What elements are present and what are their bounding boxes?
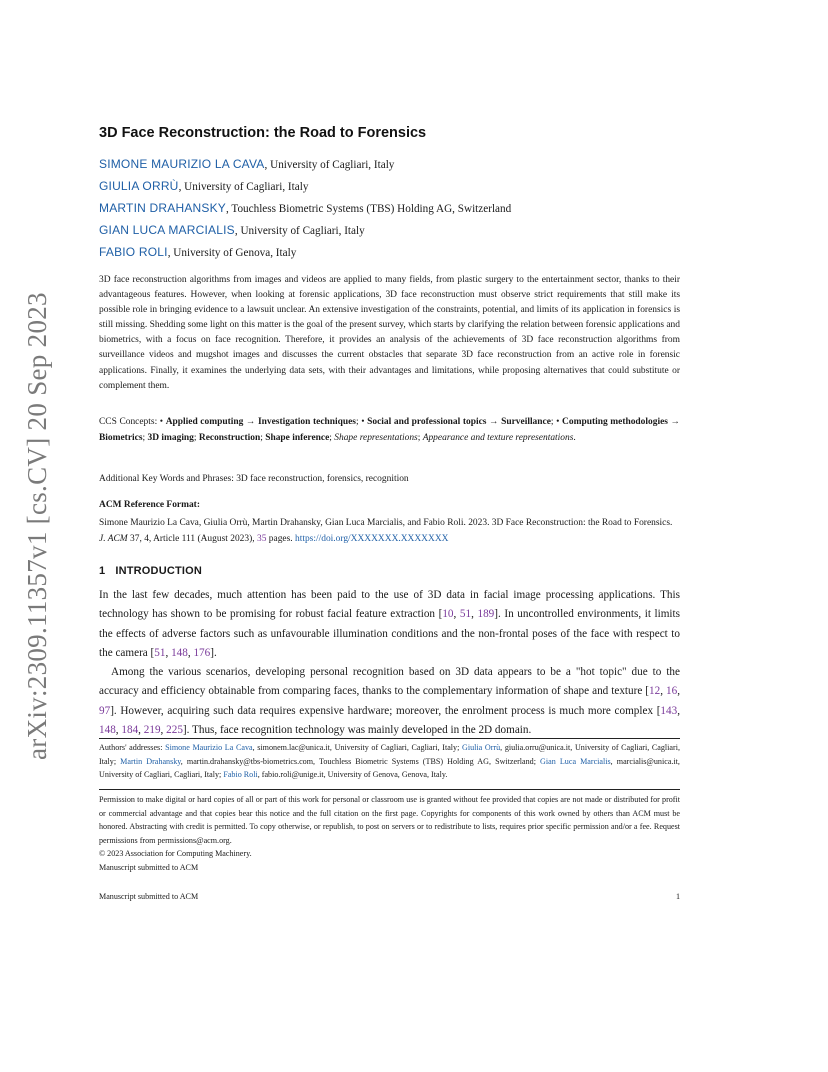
citation-link[interactable]: 189 [477, 608, 495, 621]
author-line [99, 157, 394, 171]
ccs-separator: ; [260, 433, 266, 443]
ccs-concept: Computing methodologies → Biometrics [99, 417, 680, 443]
footer-text: Manuscript submitted to ACM [99, 892, 199, 901]
author-affiliation: , University of Cagliari, Italy [178, 181, 309, 193]
footnote-divider [99, 738, 680, 739]
address-text: , simonem.lac@unica.it, University of Cagliari, Cagliari, Italy; [252, 743, 462, 752]
doi-link[interactable]: https://doi.org/XXXXXXX.XXXXXXX [295, 534, 449, 544]
acm-ref-journal: J. ACM [99, 534, 128, 544]
ccs-concept: Social and professional topics → Surveillance [367, 417, 551, 427]
page-number: 1 [675, 892, 680, 901]
citation-link[interactable]: 184 [121, 724, 139, 737]
paragraph-text: Among the various scenarios, developing personal recognition based on 3D data appears to be a "hot topic" due to the accuracy and efficiency obtainable from comparing faces, thanks to the complementary information of shape and texture [ [99, 666, 680, 698]
address-text: , giulia.orru@unica.it, University of Cagliari, Cagliari, Italy; [99, 743, 680, 766]
section-title: INTRODUCTION [115, 565, 203, 577]
acm-ref-text: Simone Maurizio La Cava, Giulia Orrù, Martin Drahansky, Gian Luca Marcialis, and Fabio Roli. 2023. 3D Face Reconstruction: the Road to Forensics. [99, 518, 673, 528]
citation-link[interactable]: 97 [99, 704, 111, 717]
citation-link[interactable]: 51 [459, 608, 472, 621]
acm-ref-text: 37, 4, Article 111 (August 2023), [127, 534, 257, 544]
paragraph: Among the various scenarios, developing personal recognition based on 3D data appears to be a "hot topic" due to the accuracy and efficiency obtainable from comparing faces, thanks to the complementary information of shape and texture [12, 16, 97]. However, acquiring such data requires expensive hardware; moreover, the enrolment process is much more complex [143, 148, 184, 219, 225]. Thus, face recognition technology was mainly developed in the 2D domain. [99, 666, 681, 737]
citation-link[interactable]: 16 [666, 685, 678, 698]
paper-title: 3D Face Reconstruction: the Road to Forensics [99, 125, 427, 141]
ccs-concepts [99, 414, 680, 446]
ccs-separator: ; [329, 433, 335, 443]
arxiv-stamp: arXiv:2309.11357v1 [cs.CV] 20 Sep 2023 [22, 292, 52, 760]
author-affiliation: , University of Cagliari, Italy [264, 159, 395, 171]
paragraph-text: ]. Thus, face recognition technology was mainly developed in the 2D domain. [182, 724, 532, 737]
citation-link[interactable]: 219 [143, 724, 161, 737]
citation-link[interactable]: 176 [193, 646, 211, 659]
addresses-prefix: Authors' addresses: [99, 743, 166, 752]
ccs-separator: ; [193, 433, 199, 443]
citation-link[interactable]: 12 [649, 685, 661, 698]
citation-link[interactable]: 51 [154, 646, 166, 659]
permission-notice [99, 793, 680, 874]
paragraph-text: ]. [210, 646, 217, 659]
footnote-divider [99, 789, 680, 790]
citation-link[interactable]: 225 [166, 724, 183, 737]
author-affiliation: , University of Cagliari, Italy [234, 225, 365, 237]
ccs-separator: ; • [355, 417, 368, 427]
author-line [99, 245, 296, 259]
permission-text: Permission to make digital or hard copies of all or part of this work for personal or classroom use is granted without fee provided that copies are not made or distributed for profit or commercial advantage and that copies bear this notice and the full citation on the first page. Copyrights for components of this work owned by others than ACM must be honored. Abstracting with credit is permitted. To copy otherwise, or republish, to post on servers or to redistribute to lists, requires prior specific permission and/or a fee. Request permissions from permissions@acm.org. [99, 795, 680, 845]
paragraph-text: ]. However, acquiring such data requires expensive hardware; moreover, the enrolment process is much more complex [ [110, 704, 661, 717]
address-text: , martin.drahansky@tbs-biometrics.com, Touchless Biometric Systems (TBS) Holding AG, Switzerland; [180, 756, 541, 766]
ccs-separator: . [573, 433, 576, 443]
keywords: Additional Key Words and Phrases: 3D face reconstruction, forensics, recognition [99, 474, 409, 484]
author-link[interactable]: Fabio Roli [223, 770, 258, 779]
ccs-separator: ; [142, 433, 148, 443]
author-link[interactable]: Gian Luca Marcialis [540, 756, 611, 766]
ccs-separator: ; [417, 433, 423, 443]
author-line [99, 201, 511, 215]
author-affiliation: , University of Genova, Italy [167, 247, 297, 259]
address-text: , marcialis@unica.it, University of Cagliari, Cagliari, Italy; [99, 756, 680, 779]
citation-link[interactable]: 10 [442, 608, 454, 621]
citation-link[interactable]: 148 [171, 646, 188, 659]
author-affiliation: , Touchless Biometric Systems (TBS) Holding AG, Switzerland [226, 203, 512, 215]
body-text [99, 586, 680, 740]
abstract: 3D face reconstruction algorithms from images and videos are applied to many fields, from plastic surgery to the entertainment sector, thanks to their advantageous features. However, when looking at forensic applications, 3D face reconstruction must observe strict requirements that still make its possible role in bringing evidence to a lawsuit unclear. An extensive investigation of the constraints, potential, and limits of its application in forensics is still missing. Shedding some light on this matter is the goal of the present survey, which starts by clarifying the relation between forensic applications and biometrics, with a focus on face recognition. Therefore, it provides an analysis of the achievements of 3D face reconstruction algorithms from surveillance videos and mugshot images and discusses the current obstacles that separate 3D face reconstruction from an active role in forensic applications. Finally, it examines the underlying data sets, with their advantages and limitations, while proposing alternatives that could substitute or complement them. [99, 275, 680, 391]
author-link[interactable]: Giulia Orrù [462, 743, 501, 752]
address-text: , fabio.roli@unige.it, University of Genova, Genova, Italy. [257, 770, 448, 779]
ccs-prefix: CCS Concepts: • [99, 417, 166, 427]
acm-ref-text: pages. [266, 534, 295, 544]
ccs-concept: Appearance and texture representations [422, 433, 574, 443]
citation-link[interactable]: 148 [99, 724, 116, 737]
author-link[interactable]: Simone Maurizio La Cava [165, 743, 253, 752]
acm-reference [99, 515, 680, 547]
paragraph: In the last few decades, much attention has been paid to the use of 3D data in facial image processing applications. This technology has shown to be promising for robust facial feature extraction [10, 51, 189]. In uncontrolled environments, it limits the effects of adverse factors such as unfavourable illumination conditions and the non-frontal poses of the face with respect to the camera [51, 148, 176]. [99, 589, 681, 659]
author-name-link[interactable]: SIMONE MAURIZIO LA CAVA [99, 157, 265, 171]
author-name-link[interactable]: GIAN LUCA MARCIALIS [99, 223, 235, 237]
acm-reference-header: ACM Reference Format: [99, 500, 200, 510]
authors-addresses [99, 741, 680, 782]
ccs-concept: Reconstruction [198, 433, 261, 443]
paragraph-text: ]. In uncontrolled environments, it limits the effects of adverse factors such as unfavourable illumination conditions and the non-frontal poses of the face with respect to the camera [ [99, 608, 681, 659]
ccs-concept: 3D imaging [147, 433, 194, 443]
author-name-link[interactable]: MARTIN DRAHANSKY [99, 201, 226, 215]
author-name-link[interactable]: GIULIA ORRÙ [99, 179, 179, 193]
ccs-separator: ; • [550, 417, 563, 427]
section-heading [99, 565, 202, 577]
manuscript-note: Manuscript submitted to ACM [99, 862, 199, 872]
ccs-concept: Shape inference [265, 433, 330, 443]
author-line [99, 223, 365, 237]
copyright-text: © 2023 Association for Computing Machinery. [99, 849, 252, 858]
author-name-link[interactable]: FABIO ROLI [99, 245, 168, 259]
section-number: 1 [99, 565, 106, 577]
author-line [99, 179, 308, 193]
author-link[interactable]: Martin Drahansky [120, 756, 181, 766]
page-footer [99, 892, 680, 901]
ccs-concept: Shape representations [334, 433, 418, 443]
pages-link[interactable]: 35 [256, 534, 267, 544]
citation-link[interactable]: 143 [660, 704, 678, 717]
ccs-concept: Applied computing → Investigation techniques [165, 417, 356, 427]
paragraph-text: In the last few decades, much attention has been paid to the use of 3D data in facial image processing applications. This technology has shown to be promising for robust facial feature extraction [ [99, 589, 680, 621]
